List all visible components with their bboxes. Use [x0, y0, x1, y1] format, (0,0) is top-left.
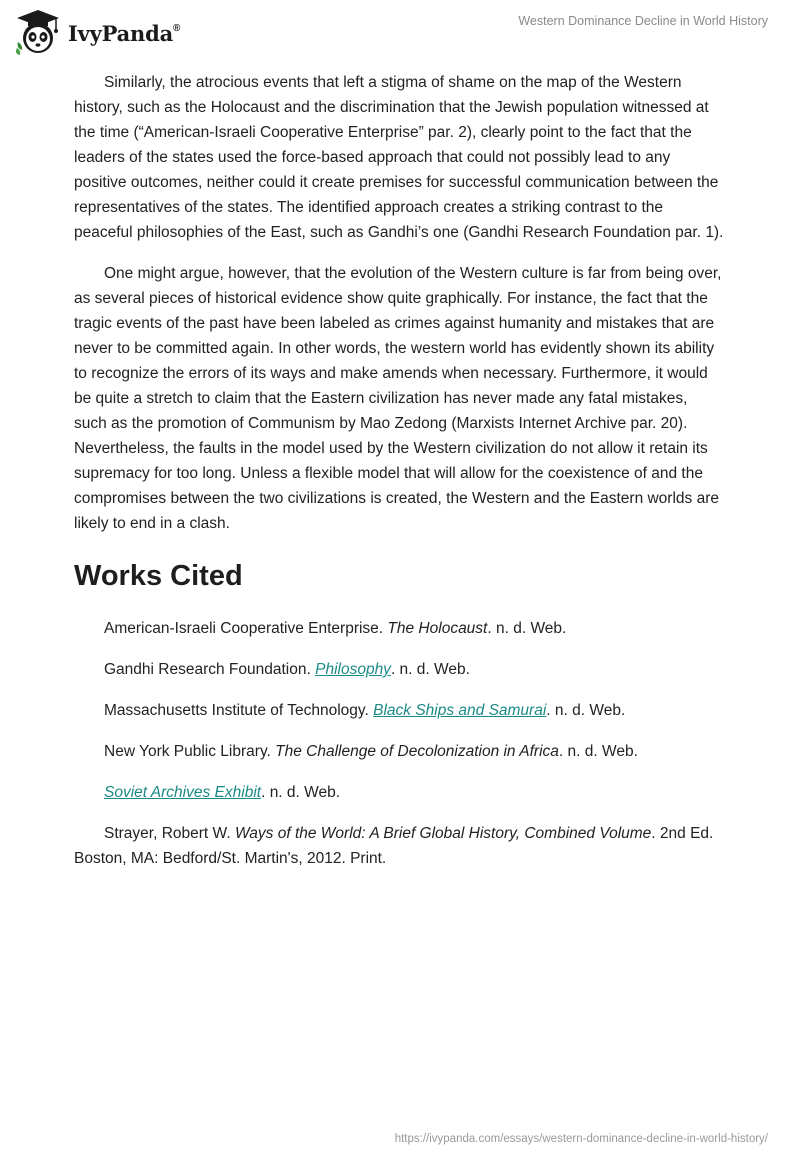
citation-link-black-ships[interactable]: Black Ships and Samurai [373, 702, 547, 719]
page-header [0, 0, 800, 60]
citation-entry [74, 657, 724, 682]
brand-name: IvyPanda® [68, 20, 181, 46]
citation-details: . n. d. Web. [546, 702, 626, 719]
citation-title: The Holocaust [387, 620, 488, 637]
citation-details: . n. d. Web. [261, 784, 341, 801]
page-url[interactable]: https://ivypanda.com/essays/western-dominance-decline-in-world-history/ [394, 1133, 768, 1145]
citation-entry [74, 780, 724, 805]
citation-details: . n. d. Web. [390, 661, 470, 678]
citation-author: Massachusetts Institute of Technology. [104, 702, 374, 719]
citation-details: . n. d. Web. [558, 743, 638, 760]
body-paragraph: Similarly, the atrocious events that left a stigma of shame on the map of the Western history, such as the Holocaust and the discrimination that the Jewish population witnessed at the time (“American-Israeli Cooperative Enterprise” par. 2), clearly point to the fact that the leaders of the states used the force-based approach that could not possibly lead to any positive outcomes, neither could it create premises for successful communication between the representatives of the states. The identified approach creates a striking contrast to the peaceful philosophies of the East, such as Gandhi’s one (Gandhi Research Foundation par. 1). [74, 74, 724, 241]
citation-entry [74, 739, 724, 764]
works-cited-heading: Works Cited [74, 560, 243, 592]
citation-author: Strayer, Robert W. [104, 825, 235, 842]
citation-title: The Challenge of Decolonization in Africa [275, 743, 559, 760]
citation-details: . 2nd Ed. Boston, MA: Bedford/St. Martin's, 2012. Print. [74, 825, 714, 867]
document-title: Western Dominance Decline in World History [518, 14, 768, 28]
essay-content [74, 70, 724, 887]
body-paragraph: One might argue, however, that the evolution of the Western culture is far from being over, as several pieces of historical evidence show quite graphically. For instance, the fact that the tragic events of the past have been labeled as crimes against humanity and mistakes that are never to be committed again. In other words, the western world has evidently shown its ability to recognize the errors of its ways and make amends when necessary. Furthermore, it would be quite a stretch to claim that the Eastern civilization has never made any fatal mistakes, such as the promotion of Communism by Mao Zedong (Marxists Internet Archive par. 20). Nevertheless, the faults in the model used by the Western civilization do not allow it retain its supremacy for too long. Unless a flexible model that will allow for the coexistence of and the compromises between the two civilizations is created, the Western and the Eastern worlds are likely to end in a clash. [74, 265, 722, 532]
citation-details: . n. d. Web. [487, 620, 567, 637]
citation-link-soviet-archives[interactable]: Soviet Archives Exhibit [104, 784, 262, 801]
panda-graduate-icon [14, 8, 62, 56]
citation-author: Gandhi Research Foundation. [104, 661, 316, 678]
citation-title: Ways of the World: A Brief Global History, Combined Volume [234, 825, 652, 842]
citation-entry [74, 698, 724, 723]
brand-logo[interactable] [14, 8, 180, 56]
citation-author: New York Public Library. [104, 743, 276, 760]
citation-author: American-Israeli Cooperative Enterprise. [104, 620, 388, 637]
citation-entry [74, 616, 724, 641]
citation-link-philosophy[interactable]: Philosophy [315, 661, 391, 678]
citation-entry [74, 821, 724, 871]
